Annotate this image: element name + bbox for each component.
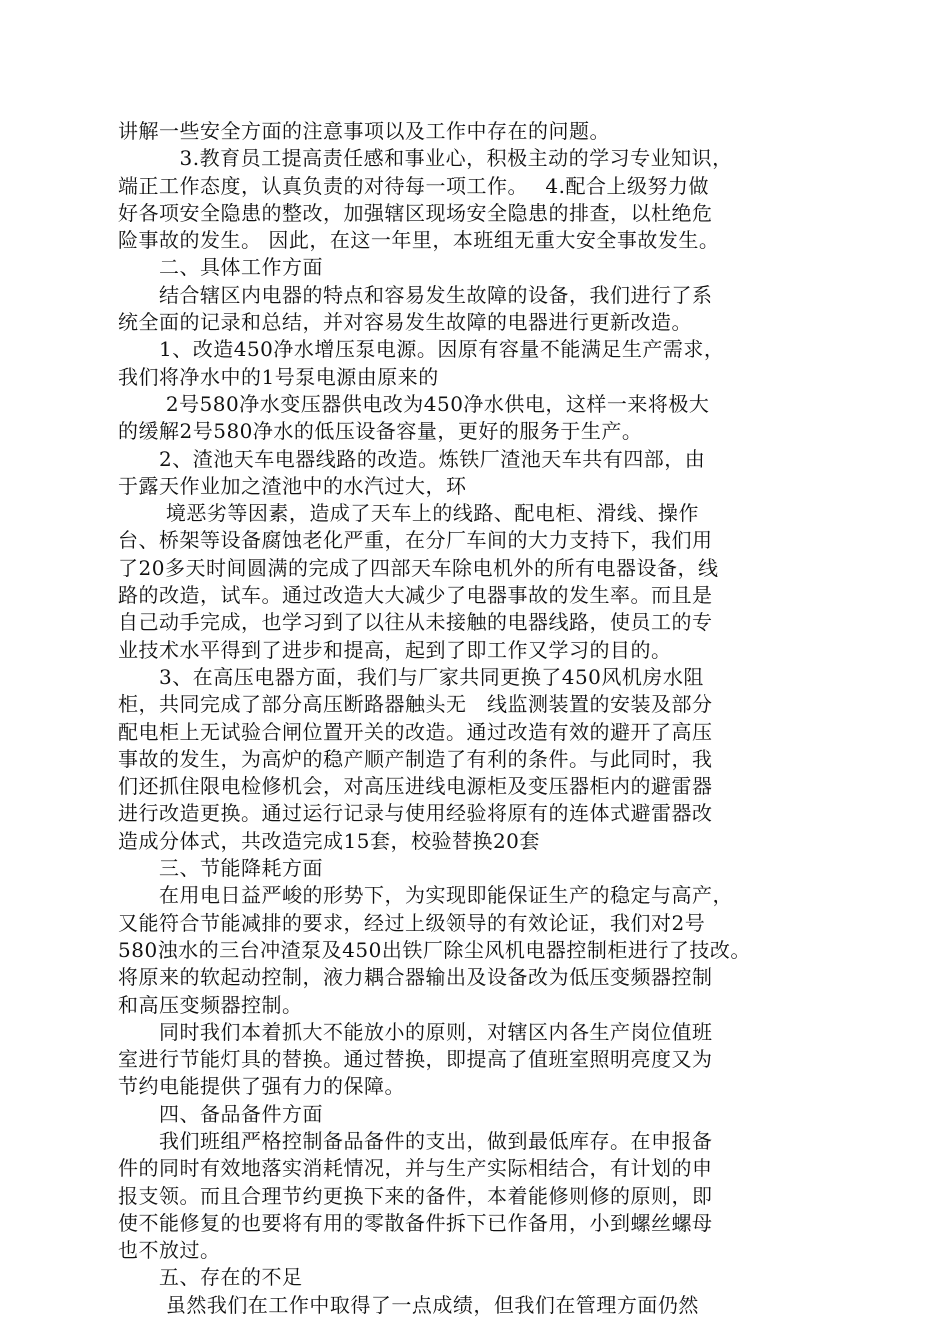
text-line: 事故的发生，为高炉的稳产顺产制造了有利的条件。与此同时，我 [118,746,713,771]
text-line: 好各项安全隐患的整改，加强辖区现场安全隐患的排查，以杜绝危 [118,200,713,225]
text-line: 业技术水平得到了进步和提高，起到了即工作又学习的目的。 [118,637,672,662]
text-line: 四、备品备件方面 [118,1101,323,1126]
text-line: 境恶劣等因素，造成了天车上的线路、配电柜、滑线、操作 [118,501,699,526]
text-line: 结合辖区内电器的特点和容易发生故障的设备，我们进行了系 [118,282,713,307]
text-line: 了20多天时间圆满的完成了四部天车除电机外的所有电器设备，线 [118,555,719,580]
text-line: 五、存在的不足 [118,1265,303,1290]
text-line: 同时我们本着抓大不能放小的原则，对辖区内各生产岗位值班 [118,1019,713,1044]
text-line: 也不放过。 [118,1238,221,1263]
body-text [118,118,818,1319]
text-line: 们还抓住限电检修机会，对高压进线电源柜及变压器柜内的避雷器 [118,774,713,799]
text-line: 在用电日益严峻的形势下，为实现即能保证生产的稳定与高产， [118,883,733,908]
text-line: 节约电能提供了强有力的保障。 [118,1074,405,1099]
text-line: 三、节能降耗方面 [118,856,323,881]
text-line: 3、在高压电器方面，我们与厂家共同更换了450风机房水阻 [118,664,704,689]
text-line: 3.教育员工提高责任感和事业心，积极主动的学习专业知识， [118,146,733,171]
text-line: 室进行节能灯具的替换。通过替换，即提高了值班室照明亮度又为 [118,1047,713,1072]
text-line: 二、具体工作方面 [118,255,323,280]
text-line: 和高压变频器控制。 [118,992,303,1017]
text-line: 我们将净水中的1号泵电源由原来的 [118,364,439,389]
text-line: 统全面的记录和总结，并对容易发生故障的电器进行更新改造。 [118,310,692,335]
text-line: 于露天作业加之渣池中的水汽过大，环 [118,473,467,498]
text-line: 2、渣池天车电器线路的改造。炼铁厂渣池天车共有四部，由 [118,446,706,471]
text-line: 我们班组严格控制备品备件的支出，做到最低库存。在申报备 [118,1128,713,1153]
text-line: 又能符合节能减排的要求，经过上级领导的有效论证，我们对2号 [118,910,706,935]
text-line: 报支领。而且合理节约更换下来的备件，本着能修则修的原则，即 [118,1183,713,1208]
text-line: 台、桥架等设备腐蚀老化严重，在分厂车间的大力支持下，我们用 [118,528,713,553]
text-line: 端正工作态度，认真负责的对待每一项工作。 4.配合上级努力做 [118,173,709,198]
text-line: 虽然我们在工作中取得了一点成绩，但我们在管理方面仍然 [118,1292,699,1317]
text-line: 讲解一些安全方面的注意事项以及工作中存在的问题。 [118,119,610,143]
text-line: 自己动手完成，也学习到了以往从未接触的电器线路，使员工的专 [118,610,713,635]
text-line: 的缓解2号580净水的低压设备容量，更好的服务于生产。 [118,419,643,444]
text-line: 柜，共同完成了部分高压断路器触头无 线监测装置的安装及部分 [118,692,713,717]
text-line: 2号580净水变压器供电改为450净水供电，这样一来将极大 [118,391,710,416]
text-line: 配电柜上无试验合闸位置开关的改造。通过改造有效的避开了高压 [118,719,713,744]
text-line: 造成分体式，共改造完成15套，校验替换20套 [118,828,540,853]
text-line: 路的改造，试车。通过改造大大减少了电器事故的发生率。而且是 [118,583,713,608]
text-line: 1、改造450净水增压泵电源。因原有容量不能满足生产需求， [118,337,725,362]
text-line: 进行改造更换。通过运行记录与使用经验将原有的连体式避雷器改 [118,801,713,826]
text-line: 险事故的发生。 因此，在这一年里，本班组无重大安全事故发生。 [118,228,720,253]
text-line: 件的同时有效地落实消耗情况，并与生产实际相结合，有计划的申 [118,1156,713,1181]
text-line: 使不能修复的也要将有用的零散备件拆下已作备用，小到螺丝螺母 [118,1210,713,1235]
text-line: 580浊水的三台冲渣泵及450出铁厂除尘风机电器控制柜进行了技改。 [118,937,751,962]
text-line: 将原来的软起动控制，液力耦合器输出及设备改为低压变频器控制 [118,965,713,990]
